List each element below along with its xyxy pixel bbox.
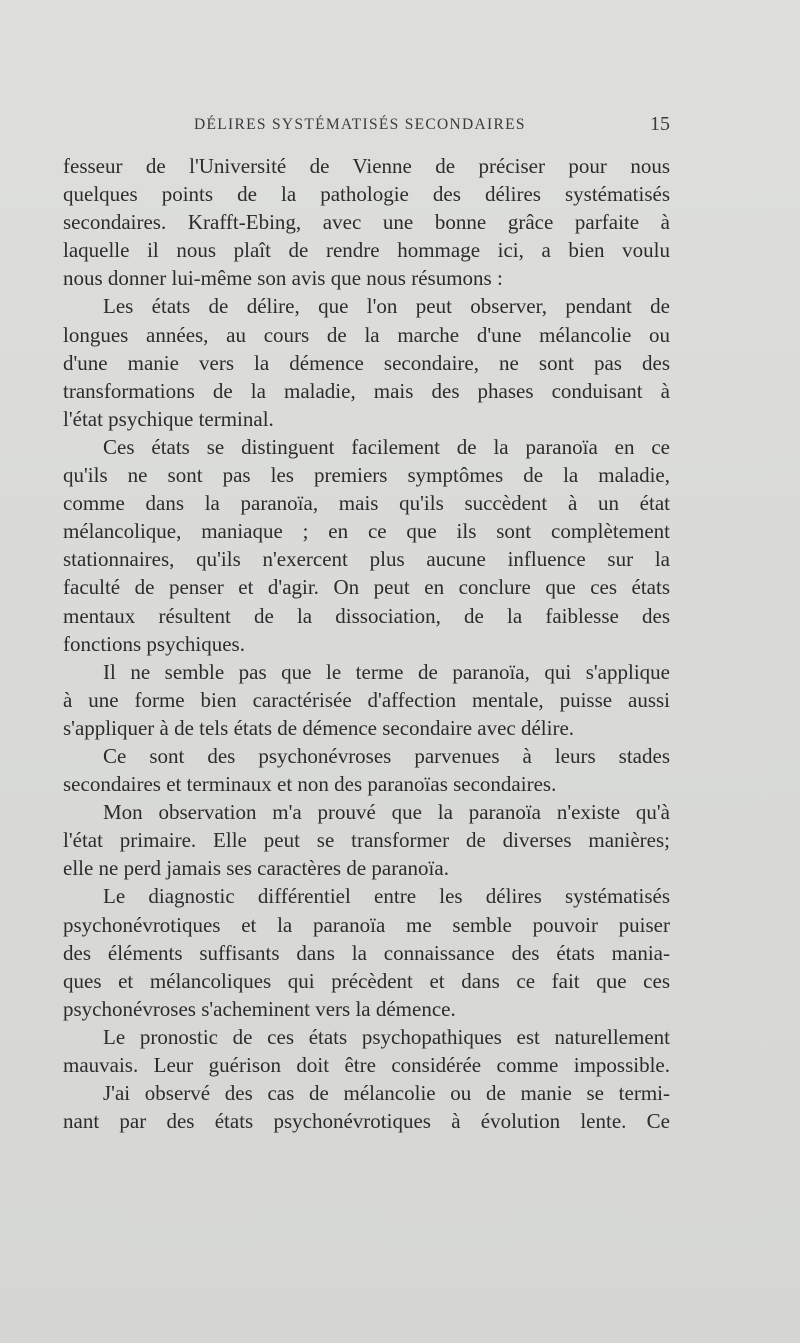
text-line: Les états de délire, que l'on peut observer, pendant de [103,294,670,319]
text-line: quelques points de la pathologie des délires systématisés [63,182,670,207]
text-line: mauvais. Leur guérison doit être considérée comme impossible. [63,1053,670,1077]
text-line: Ce sont des psychonévroses parvenues à leurs stades [103,743,670,768]
body-text [63,152,670,1135]
text-line: ques et mélancoliques qui précèdent et dans ce fait que ces [63,968,670,993]
text-line: nous donner lui-même son avis que nous résumons : [63,266,503,291]
text-line: d'une manie vers la démence secondaire, ne sont pas des [63,350,670,375]
text-line: secondaires et terminaux et non des paranoïas secondaires. [63,772,557,797]
text-line: à une forme bien caractérisée d'affection mentale, puisse aussi [63,687,670,712]
text-line: J'ai observé des cas de mélancolie ou de manie se termi- [103,1081,670,1106]
page-number: 15 [650,113,670,135]
text-line: des éléments suffisants dans la connaissance des états mania- [63,940,670,965]
text-line: mentaux résultent de la dissociation, de la faiblesse des [63,603,670,628]
running-title: DÉLIRES SYSTÉMATISÉS SECONDAIRES [194,116,526,133]
text-line: qu'ils ne sont pas les premiers symptômes de la maladie, [63,463,670,488]
text-line: secondaires. Krafft-Ebing, avec une bonne grâce parfaite à [63,210,670,235]
text-line: l'état primaire. Elle peut se transformer de diverses manières; [63,828,670,853]
text-line: s'appliquer à de tels états de démence secondaire avec délire. [63,715,575,740]
text-line: l'état psychique terminal. [63,406,274,431]
text-line: transformations de la maladie, mais des phases conduisant à [63,378,670,403]
text-line: psychonévrotiques et la paranoïa me semble pouvoir puiser [63,912,670,937]
running-head [64,113,670,143]
text-line: Mon observation m'a prouvé que la paranoïa n'existe qu'à [103,800,670,825]
text-line: comme dans la paranoïa, mais qu'ils succèdent à un état [63,491,670,516]
text-line: longues années, au cours de la marche d'une mélancolie ou [63,322,670,347]
text-line: fesseur de l'Université de Vienne de préciser pour nous [63,154,670,178]
text-line: Le diagnostic différentiel entre les délires systématisés [103,884,670,909]
text-line: fonctions psychiques. [63,631,245,656]
text-line: elle ne perd jamais ses caractères de paranoïa. [63,856,449,881]
text-line: laquelle il nous plaît de rendre hommage ici, a bien voulu [63,238,670,263]
text-line: Le pronostic de ces états psychopathiques est naturellement [103,1024,670,1049]
text-line: Ces états se distinguent facilement de la paranoïa en ce [103,434,670,459]
text-line: psychonévroses s'acheminent vers la démence. [63,996,456,1021]
text-line: mélancolique, maniaque ; en ce que ils sont complètement [63,519,670,544]
text-line: Il ne semble pas que le terme de paranoïa, qui s'applique [103,659,670,684]
text-line: nant par des états psychonévrotiques à évolution lente. Ce [63,1109,670,1134]
text-line: stationnaires, qu'ils n'exercent plus aucune influence sur la [63,547,670,572]
text-line: faculté de penser et d'agir. On peut en conclure que ces états [63,575,670,600]
